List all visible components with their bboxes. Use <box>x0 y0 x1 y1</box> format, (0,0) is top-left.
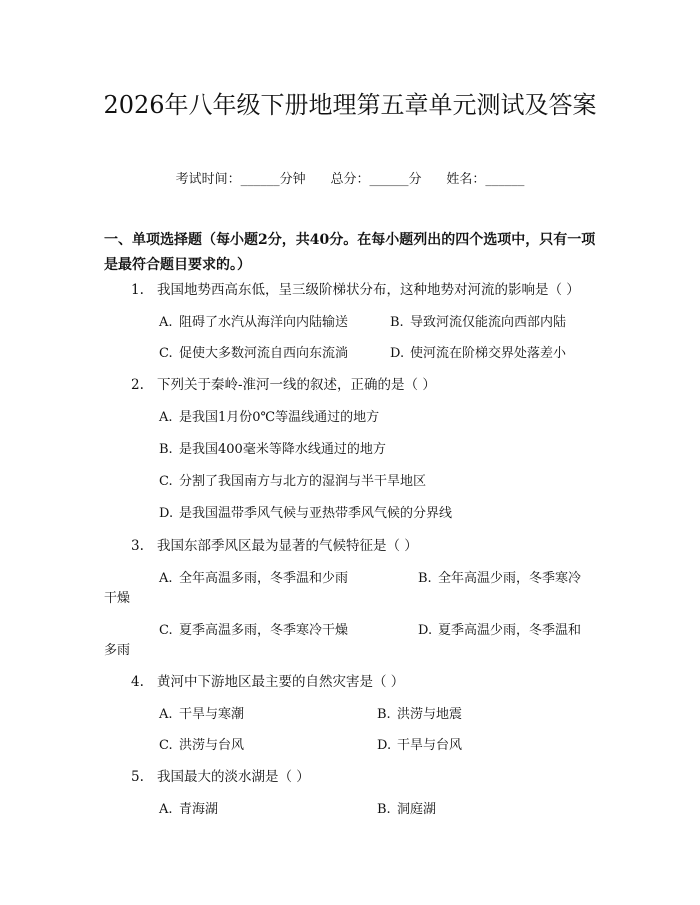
option-letter: A. <box>159 707 173 722</box>
option-text: 导致河流仅能流向西部内陆 <box>410 315 567 330</box>
option-letter: B. <box>159 442 173 457</box>
option-letter: B. <box>390 315 404 330</box>
question-2 <box>131 376 436 394</box>
option-letter: A. <box>159 571 173 586</box>
exam-meta <box>0 168 700 187</box>
name-label: 姓名： <box>446 172 486 187</box>
question-text: 我国最大的淡水湖是（ ） <box>157 769 310 785</box>
question-3-option-d-wrap: 多雨 <box>104 643 131 658</box>
question-number: 4. <box>131 674 144 690</box>
option-text: 洞庭湖 <box>397 802 437 817</box>
option-text: 干旱与台风 <box>397 738 463 753</box>
option-letter: B. <box>418 571 432 586</box>
question-4-option-c[interactable] <box>159 737 244 755</box>
option-text: 促使大多数河流自西向东流淌 <box>179 346 349 361</box>
option-text: 夏季高温少雨，冬季温和 <box>438 623 582 638</box>
time-blank: ______ <box>240 172 280 187</box>
question-4-option-d[interactable] <box>377 737 462 755</box>
option-letter: D. <box>159 506 174 521</box>
page-title: 2026年八年级下册地理第五章单元测试及答案 <box>103 91 597 119</box>
question-1 <box>131 281 580 299</box>
option-text: 全年高温少雨，冬季寒冷 <box>438 571 582 586</box>
section-heading: 一、单项选择题（每小题2分，共40分。在每小题列出的四个选项中，只有一项是最符合题目要求的。） <box>104 232 596 273</box>
question-3-option-d[interactable] <box>418 622 581 640</box>
option-text: 使河流在阶梯交界处落差小 <box>410 346 567 361</box>
option-letter: C. <box>159 346 173 361</box>
question-3-option-b[interactable] <box>418 570 581 588</box>
time-label: 考试时间： <box>175 172 241 187</box>
question-number: 5. <box>131 769 144 785</box>
question-1-option-a[interactable] <box>159 314 348 332</box>
question-5-option-a[interactable] <box>159 801 218 819</box>
option-letter: D. <box>390 346 405 361</box>
name-blank: ______ <box>485 172 525 187</box>
question-3-option-b-wrap: 干燥 <box>104 591 131 606</box>
question-4-option-b[interactable] <box>377 706 462 724</box>
option-text: 分割了我国南方与北方的湿润与半干旱地区 <box>179 474 427 489</box>
question-3 <box>131 537 418 555</box>
option-text: 夏季高温多雨，冬季寒冷干燥 <box>179 623 349 638</box>
option-text: 青海湖 <box>179 802 219 817</box>
option-text: 是我国400毫米等降水线通过的地方 <box>179 442 386 457</box>
question-5-option-b[interactable] <box>377 801 436 819</box>
question-text: 黄河中下游地区最主要的自然灾害是（ ） <box>157 674 405 690</box>
question-2-option-a[interactable] <box>159 409 379 427</box>
question-1-option-c[interactable] <box>159 345 348 363</box>
option-letter: A. <box>159 802 173 817</box>
option-letter: C. <box>159 623 173 638</box>
option-letter: C. <box>159 474 173 489</box>
question-4 <box>131 673 404 691</box>
option-letter: B. <box>377 707 391 722</box>
question-1-option-d[interactable] <box>390 345 566 363</box>
question-text: 我国东部季风区最为显著的气候特征是（ ） <box>157 538 418 554</box>
option-text: 是我国温带季风气候与亚热带季风气候的分界线 <box>179 506 453 521</box>
question-2-option-c[interactable] <box>159 473 426 491</box>
option-text: 全年高温多雨，冬季温和少雨 <box>179 571 349 586</box>
option-text: 是我国1月份0℃等温线通过的地方 <box>179 410 380 425</box>
option-text: 洪涝与地震 <box>397 707 463 722</box>
score-unit: 分 <box>408 172 422 187</box>
option-letter: C. <box>159 738 173 753</box>
score-label: 总分： <box>330 172 370 187</box>
option-text: 干旱与寒潮 <box>179 707 245 722</box>
question-number: 1. <box>131 282 144 298</box>
option-letter: A. <box>159 410 173 425</box>
option-letter: D. <box>418 623 433 638</box>
question-number: 3. <box>131 538 144 554</box>
question-number: 2. <box>131 377 144 393</box>
option-text: 阻碍了水汽从海洋向内陆输送 <box>179 315 349 330</box>
question-2-option-b[interactable] <box>159 441 386 459</box>
question-text: 我国地势西高东低，呈三级阶梯状分布，这种地势对河流的影响是（ ） <box>157 282 580 298</box>
question-2-option-d[interactable] <box>159 505 452 523</box>
question-5 <box>131 768 310 786</box>
score-blank: ______ <box>369 172 409 187</box>
option-letter: A. <box>159 315 173 330</box>
time-unit: 分钟 <box>279 172 306 187</box>
question-4-option-a[interactable] <box>159 706 244 724</box>
option-text: 洪涝与台风 <box>179 738 245 753</box>
question-3-option-a[interactable] <box>159 570 348 588</box>
question-3-option-c[interactable] <box>159 622 348 640</box>
question-1-option-b[interactable] <box>390 314 566 332</box>
question-text: 下列关于秦岭-淮河一线的叙述，正确的是（ ） <box>157 377 436 393</box>
option-letter: B. <box>377 802 391 817</box>
option-letter: D. <box>377 738 392 753</box>
